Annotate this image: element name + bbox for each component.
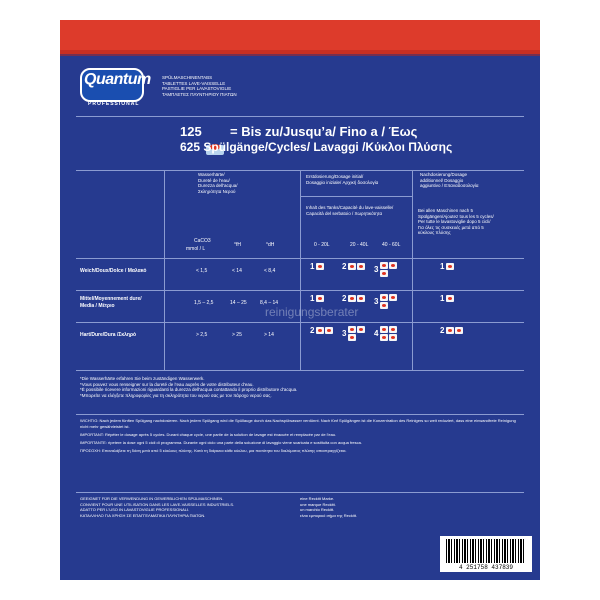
capacity-2: 20 - 40L — [350, 242, 369, 248]
reckitt-note: eine Reckitt Marke. une marque Reckitt. un marchio Reckitt. είναι εμπορικό σήμα της Reckitt. — [300, 496, 358, 518]
capacity-3: 40 - 60L — [382, 242, 401, 248]
dosage-warnings: WICHTIG: Nach jedem fünften Spülgang nachdosieren. Nach jedem Spülgang wird die Spüllauge durch das Nachspülwasser verdünnt. Nach fünf Spülgängen ist die Konzentration des Reinigers so weit reduziert, dass eine einwandfreie Reinigung nicht mehr gewährleistet ist. IMPORTANT: Répéter le dosage après 5 cycles. Durant chaque cycle, une partie de la solution de lavage est évacuée et remplacée par de l’eau. IMPORTANTE: ripetere la dose ogni 5 cicli di programma. Durante ogni ciclo una parte della soluzione di lavaggio viene scaricata e sostituita con acqua fresca. ΠΡΟΣΟΧΗ: Επαναλάβετε τη δόση μετά από 5 κύκλους πλύσης. Κατά τη διάρκεια κάθε κύκλου, μια ποσότητα του διαλύματος πλύσης αποστραγγίζεται. — [80, 418, 516, 453]
barcode-bars — [446, 539, 526, 563]
dose-soft-small: 1 — [310, 262, 334, 271]
after-dose-header: Nachdosierung/Dosage additionnel/ Dosaggio aggiuntivo / Επαναδοσολογία — [420, 172, 479, 188]
initial-dose-header: Erstdosierung/Dosage initial/ Dosaggio iniziale/ Αρχική δοσολογία — [306, 174, 379, 185]
after-medium: 1 — [440, 294, 464, 303]
water-hardness-header: Wasserhärte/ Dureté de l’eau/ Durezza dell’acqua/ Σκληρότητα Νερού — [198, 172, 238, 194]
product-box: Quantum PROFESSIONAL SPÜLMASCHINENTABS TABLETTES LAVE-VAISSELLE PASTIGLIE PER LAVASTOVIGLIE ΤΑΜΠΛΕΤΕΣ ΠΛΥΝΤΗΡΙΟΥ ΠΙΑΤΩΝ 125 = Bis zu/Jusqu’a/ Fino a / Έως 625 Spülgänge/Cycles/ Lavaggi /Κύκλοι Πλύσης Wasserhärte/ Dureté de l’eau/ Durezza dell’acqua/ Σκληρότητα Νερού Erstdosierung/Dosage initial/ Dosaggio iniziale/ Αρχική δοσολογία Nachdosierung/Dosage additionnel/ Dosaggio aggiuntivo / Επαναδοσολογία Inhalt des Tanks/Capacité du lave-vaisselle/ Capacità del serbatoio / Χωρητικότητα Bei allen Maschinen nach 5 Spülgängen/Ajoutez tous les 5 cycles/ Per tutte le lavastoviglie dopo 5 cicli/ Για όλες τις συσκευές μετά από 5 κύκλους πλύσης CaCO3 mmol / L °fH °dH 0 - 20L 20 - 40L 40 - 60L Weich/Doux/Dolce / Μαλακό < 1,5 < 14 < 8,4 1 2 3 1 Mittel/Moyennement dure/ Media / Μέτριο 1,5 – 2,5 14 – 25 8,4 – 14 1 2 3 1 Hart/Dure/Dura /Σκληρό > 2,5 > 25 > 14 2 3 4 2 *Die Wasserhärte erfahren Sie beim zuständigen Wasserwerk. *Vous pouvez vous renseigner sur la dureté de l’eau auprès de votre distributeur d’eau. *È possibile ricevere informazioni riguardanti la durezza dell’acqua contattando il proprio distributore d’acqua. *Μπορείτε να ελέγξετε πληροφορίες για τη σκληρότητα του νερού σας με τον πάροχο νερού σας. WICHTIG: Nach jedem fünften Spülgang nachdosieren. Nach jedem Spülgang wird die Spüllauge durch das Nachspülwasser verdünnt. Nach fünf Spülgängen ist die Konzentration des Reinigers so weit reduziert, dass eine einwandfreie Reinigung nicht mehr gewährleistet ist. IMPORTANT: Répéter le dosage après 5 cycles. Durant chaque cycle, une partie de la solution de lavage est évacuée et remplacée par de l’eau. IMPORTANTE: ripetere la dose ogni 5 cicli di programma. Durante ogni ciclo una parte della soluzione di lavaggio viene scaricata e sostituita con acqua fresca. ΠΡΟΣΟΧΗ: Επαναλάβετε τη δόση μετά από 5 κύκλους πλύσης. Κατά τη διάρκεια κάθε κύκλου, μια ποσότητα του διαλύματος πλύσης αποστραγγίζεται. GEEIGNET FÜR DIE VERWENDUNG IN GEWERBLICHEN SPÜLMASCHINEN. CONVIENT POUR UNE UTILISATION DANS LES LAVE-VAISSELLES INDUSTRIELS. ADATTO PER L’USO IN LAVASTOVIGLIE PROFESSIONALI. ΚΑΤΑΛΛΗΛΟ ΓΙΑ ΧΡΗΣΗ ΣΕ ΕΠΑΓΓΕΛΜΑΤΙΚΑ ΠΛΥΝΤΗΡΙΑ ΠΙΑΤΩΝ. eine Reckitt Marke. une marque Reckitt. un marchio Reckitt. είναι εμπορικό σήμα της Reckitt. 4 251758 437839 reinigungsberater — [60, 20, 540, 580]
water-hardness-notes: *Die Wasserhärte erfahren Sie beim zuständigen Wasserwerk. *Vous pouvez vous renseigner sur la dureté de l’eau auprès de votre distributeur d’eau. *È possibile ricevere informazioni riguardanti la durezza dell’acqua contattando il proprio distributore d’acqua. *Μπορείτε να ελέγξετε πληροφορίες για τη σκληρότητα του νερού σας με τον πάροχο νερού σας. — [80, 376, 298, 398]
row-label-medium: Mittel/Moyennement dure/ — [80, 296, 142, 302]
up-to-label: = Bis zu/Jusqu’a/ Fino a / Έως — [230, 124, 418, 139]
barcode — [440, 536, 532, 572]
unit-dh: °dH — [266, 242, 275, 248]
row-label-hard: Hart/Dure/Dura /Σκληρό — [80, 332, 137, 338]
tank-capacity-header: Inhalt des Tanks/Capacité du lave-vaisselle/ Capacità del serbatoio / Χωρητικότητα — [306, 205, 394, 216]
unit-fh: °fH — [234, 242, 241, 248]
after-soft: 1 — [440, 262, 464, 271]
brand-sub: PROFESSIONAL — [88, 101, 140, 107]
after-note: Bei allen Maschinen nach 5 Spülgängen/Ajoutez tous les 5 cycles/ Per tutte le lavastoviglie dopo 5 cicli/ Για όλες τις συσκευές μετά από 5 κύκλους πλύσης — [418, 208, 494, 235]
watermark: reinigungsberater — [265, 305, 359, 319]
unit-mmol: mmol / L — [186, 246, 206, 252]
unit-caco3: CaCO3 — [194, 238, 211, 244]
dose-soft-large: 3 — [374, 262, 398, 277]
dose-medium-medium: 2 — [342, 294, 366, 303]
barcode-number: 4 251758 437839 — [458, 564, 513, 571]
dose-medium-large: 3 — [374, 294, 398, 309]
professional-use-note: GEEIGNET FÜR DIE VERWENDUNG IN GEWERBLICHEN SPÜLMASCHINEN. CONVIENT POUR UNE UTILISATION DANS LES LAVE-VAISSELLES INDUSTRIELS. ADATTO PER L’USO IN LAVASTOVIGLIE PROFESSIONALI. ΚΑΤΑΛΛΗΛΟ ΓΙΑ ΧΡΗΣΗ ΣΕ ΕΠΑΓΓΕΛΜΑΤΙΚΑ ΠΛΥΝΤΗΡΙΑ ΠΙΑΤΩΝ. — [80, 496, 235, 518]
brand-name: Quantum — [84, 71, 151, 88]
product-description: SPÜLMASCHINENTABS TABLETTES LAVE-VAISSELLE PASTIGLIE PER LAVASTOVIGLIE ΤΑΜΠΛΕΤΕΣ ΠΛΥΝΤΗΡΙΟΥ ΠΙΑΤΩΝ — [162, 75, 237, 97]
tab-count: 125 — [180, 124, 202, 139]
capacity-1: 0 - 20L — [314, 242, 330, 248]
cycles-label: 625 Spülgänge/Cycles/ Lavaggi /Κύκλοι Πλύσης — [180, 140, 453, 154]
dose-hard-medium: 3 — [342, 326, 366, 341]
dose-soft-medium: 2 — [342, 262, 366, 271]
after-hard: 2 — [440, 326, 464, 335]
red-top-band — [60, 20, 540, 54]
dose-hard-small: 2 — [310, 326, 334, 335]
dose-hard-large: 4 — [374, 326, 398, 341]
row-label-soft: Weich/Doux/Dolce / Μαλακό — [80, 268, 147, 274]
dose-medium-small: 1 — [310, 294, 334, 303]
